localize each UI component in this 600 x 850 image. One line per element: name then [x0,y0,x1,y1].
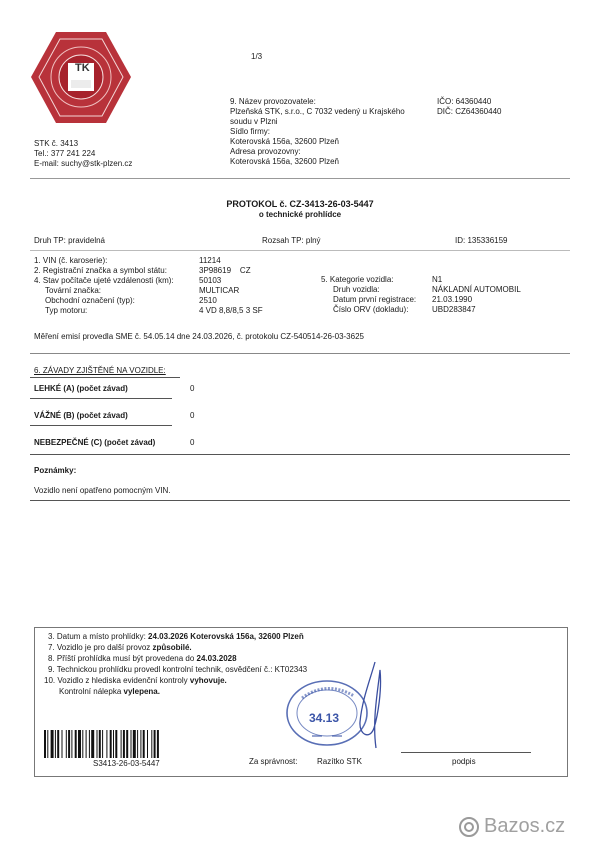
defect-dangerous-count: 0 [190,438,195,447]
station-phone: Tel.: 377 241 224 [34,149,96,158]
registration-label: 2. Registrační značka a symbol státu: [34,266,167,275]
defect-light-count: 0 [190,384,195,393]
defect-serious-count: 0 [190,411,195,420]
header-divider [30,178,570,179]
registration-check-line [44,676,227,686]
operator-name-cont: soudu v Plzni [230,117,278,126]
registration-value: 3P98619 CZ [199,266,251,275]
signature [340,660,400,755]
defect-dangerous-line [30,454,570,455]
defects-heading-line [30,377,180,378]
signature-line [401,752,531,753]
odometer-value: 50103 [199,276,222,285]
barcode [44,730,220,758]
operator-dic: DIČ: CZ64360440 [437,107,502,116]
next-inspection-line [48,654,237,664]
logo-inner-text: TK [75,62,90,74]
defect-serious-line [30,425,172,426]
watermark-text: Bazos.cz [484,815,566,837]
stk-stamp-label: Razítko STK [317,757,362,766]
notes-heading: Poznámky: [34,466,77,475]
odometer-label: 4. Stav počítače ujeté vzdálenosti (km): [34,276,174,285]
id-divider [30,250,570,251]
technician-line: 9. Technickou prohlídku provedl kontrolní technik, osvědčení č.: KT02343 [48,665,308,674]
station-number: STK č. 3413 [34,139,79,148]
roadworthy-line [48,643,192,653]
roadworthy-label: 7. Vozidlo je pro další provoz [48,643,153,652]
notes-divider [30,500,570,501]
stamp-number: 34.13 [309,711,340,725]
inspection-date-value: 24.03.2026 Koterovská 156a, 32600 Plzeň [148,632,304,641]
type-value: 2510 [199,296,217,305]
engine-value: 4 VD 8,8/8,5 3 SF [199,306,263,315]
vin-label: 1. VIN (č. karoserie): [34,256,108,265]
roadworthy-value: způsobilé. [152,643,192,652]
protocol-id: ID: 135336159 [455,236,508,245]
rozsah-tp: Rozsah TP: plný [262,236,321,245]
inspection-date-line [48,632,304,642]
make-label: Tovární značka: [45,286,102,295]
za-spravnost-label: Za správnost: [249,757,298,766]
operator-address-label: Adresa provozovny: [230,147,301,156]
category-value: N1 [432,275,443,284]
engine-label: Typ motoru: [45,306,88,315]
defects-heading: 6. ZÁVADY ZJIŠTĚNÉ NA VOZIDLE: [34,366,166,375]
operator-seat-label: Sídlo firmy: [230,127,271,136]
vin-value: 11214 [199,256,221,265]
orv-value: UBD283847 [432,305,476,314]
defect-light-line [30,398,172,399]
operator-seat: Koterovská 156a, 32600 Plzeň [230,137,339,146]
make-value: MULTICAR [199,286,240,295]
protocol-title: PROTOKOL č. CZ-3413-26-03-5447 [226,199,374,209]
defect-dangerous-label: NEBEZPEČNÉ (C) (počet závad) [34,438,156,447]
druh-tp: Druh TP: pravidelná [34,236,105,245]
inspection-date-label: 3. Datum a místo prohlídky: [48,632,149,641]
emission-divider [30,353,570,354]
operator-address: Koterovská 156a, 32600 Plzeň [230,157,339,166]
barcode-text: S3413-26-03-5447 [93,759,160,768]
defect-serious-label: VÁŽNÉ (B) (počet závad) [34,411,128,420]
registration-check-value: vyhovuje. [189,676,227,685]
stk-hexagon-logo [30,30,132,125]
type-label: Obchodní označení (typ): [45,296,135,305]
next-inspection-label: 8. Příští prohlídka musí být provedena do [48,654,197,663]
sticker-value: vylepena. [123,687,160,696]
vehicle-kind-value: NÁKLADNÍ AUTOMOBIL [432,285,521,294]
defect-light-label: LEHKÉ (A) (počet závad) [34,384,128,393]
operator-ico: IČO: 64360440 [437,97,492,106]
emission-line: Měření emisí provedla SME č. 54.05.14 dne 24.03.2026, č. protokolu CZ-540514-26-03-3625 [34,332,364,341]
protocol-subtitle: o technické prohlídce [258,210,342,219]
registration-check-label: 10. Vozidlo z hlediska evidenční kontroly [44,676,190,685]
first-registration-label: Datum první registrace: [333,295,417,304]
category-label: 5. Kategorie vozidla: [321,275,394,284]
page-number: 1/3 [251,52,263,61]
signature-label: podpis [452,757,476,766]
operator-label: 9. Název provozovatele: [230,97,316,106]
first-registration-value: 21.03.1990 [432,295,473,304]
station-email: E-mail: suchy@stk-plzen.cz [34,159,133,168]
notes-text: Vozidlo není opatřeno pomocným VIN. [34,486,171,495]
next-inspection-value: 24.03.2028 [196,654,237,663]
orv-label: Číslo ORV (dokladu): [333,305,409,314]
watermark-logo [458,816,480,838]
vehicle-kind-label: Druh vozidla: [333,285,380,294]
sticker-line [59,687,160,697]
sticker-label: Kontrolní nálepka [59,687,124,696]
operator-name: Plzeňská STK, s.r.o., C 7032 vedený u Krajského [230,107,405,116]
